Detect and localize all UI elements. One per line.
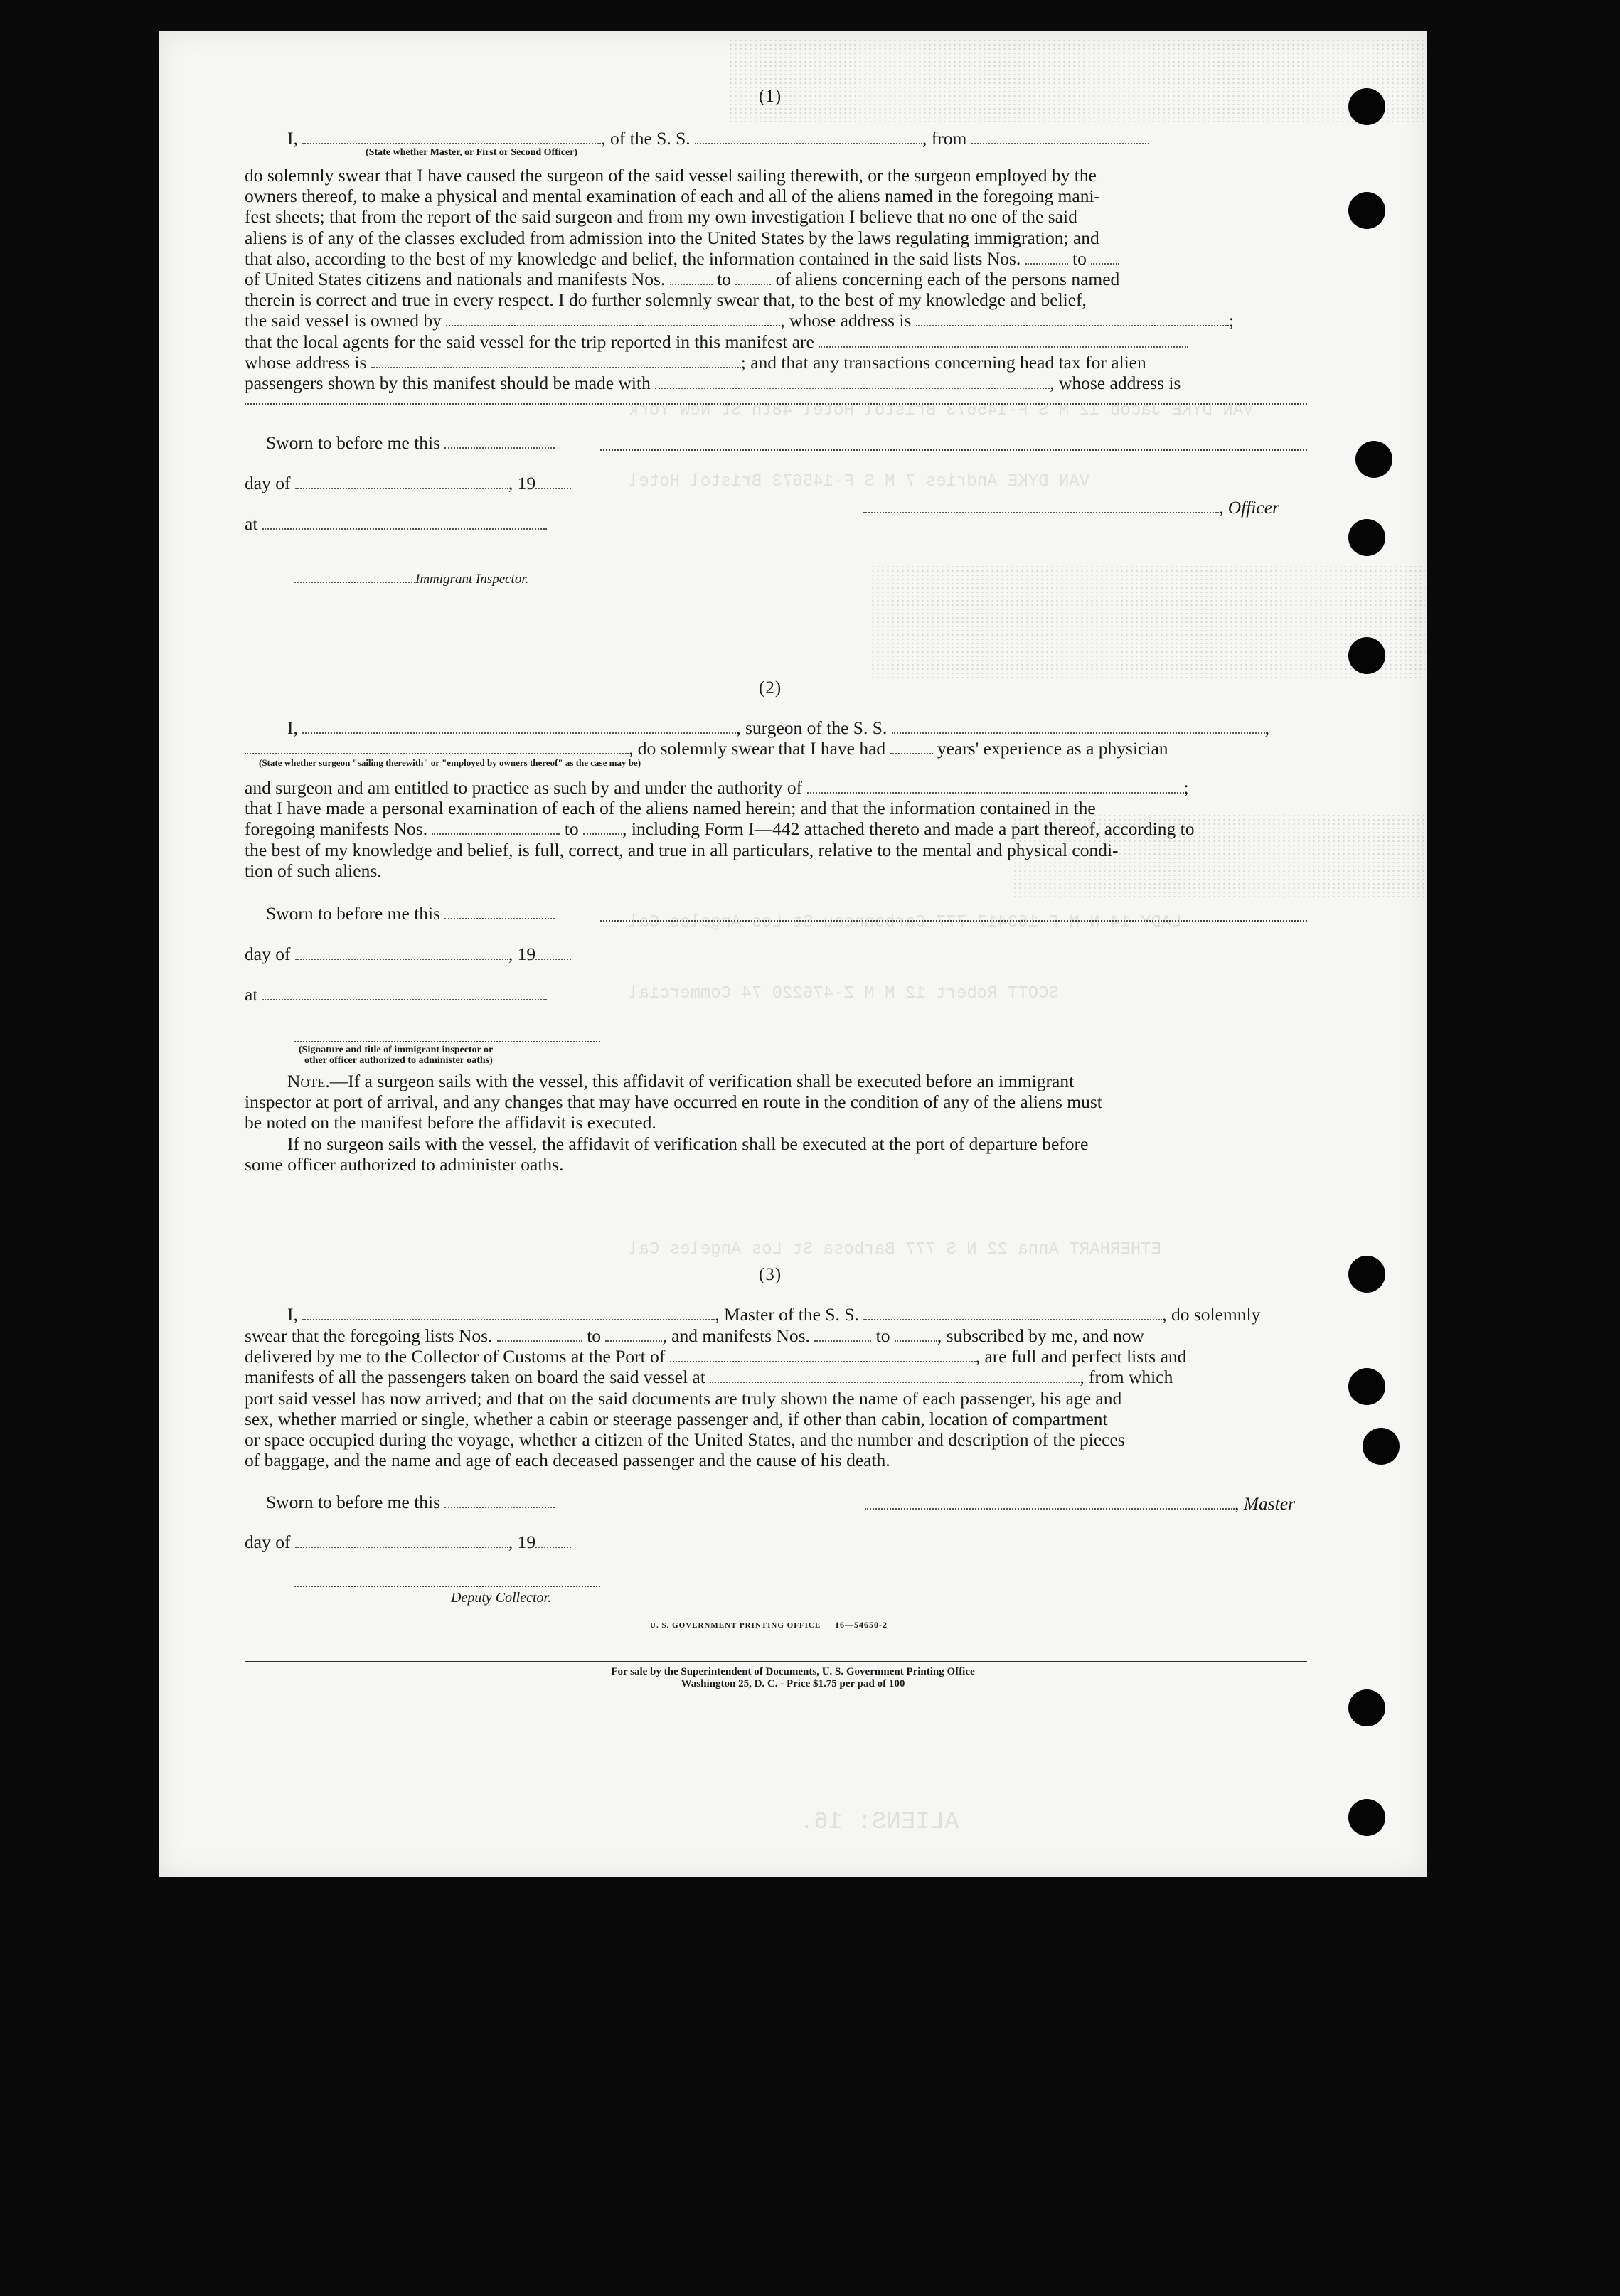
section-2-note: Note.—If a surgeon sails with the vessel, this affidavit of verification shall be executed before an immigrant inspector at port of arrival, and any changes that may have occurred en route in the condition of any of the aliens must be noted on the manifest before the affidavit is executed. If no surgeon sails with the vessel, the affidavit of verification shall be executed at the port of departure before some officer authorized to administer oaths.	[245, 1071, 1102, 1175]
punch-hole	[1348, 192, 1385, 229]
officer-signature: , Officer	[863, 497, 1279, 518]
signature-note-2: other officer authorized to administer oaths)	[304, 1055, 493, 1066]
section-3-number: (3)	[759, 1265, 782, 1284]
section-1-opening-line	[287, 128, 1149, 149]
signature-line	[600, 920, 1307, 922]
surgeon-type-note: (State whether surgeon "sailing therewith" or "employed by owners thereof" as the case may be)	[259, 757, 641, 768]
sale-note-2: Washington 25, D. C. - Price $1.75 per pad of 100	[681, 1678, 905, 1689]
scan-noise	[728, 38, 1425, 124]
deputy-collector-label: Deputy Collector.	[451, 1590, 552, 1606]
master-signature: , Master	[865, 1493, 1295, 1515]
section-2-experience-line: , do solemnly swear that I have had years' experience as a physician	[245, 738, 1168, 759]
master-officer-note: (State whether Master, or First or Second Officer)	[366, 147, 578, 158]
signature-note-1: (Signature and title of immigrant inspector or	[299, 1045, 494, 1055]
vessel-label: , of the S. S.	[601, 128, 691, 149]
day-line-3: day of , 19	[245, 1532, 571, 1553]
bleed-through-text: LADY 14 N M F-163417 777 Carbonneau St Los Angeles Cal	[629, 913, 1182, 932]
deputy-signature-line	[294, 1586, 600, 1587]
bleed-through-text: VAN DYKE Jacob 12 M S F-145673 Bristol Hotel 48th St New York	[629, 401, 1254, 420]
form-number: 16—54650-2	[835, 1620, 888, 1630]
section-1-number: (1)	[759, 87, 782, 106]
section-2-number: (2)	[759, 678, 782, 698]
section-2-opening-line: I, , surgeon of the S. S. ,	[287, 717, 1270, 738]
printing-office: U. S. GOVERNMENT PRINTING OFFICE	[650, 1621, 821, 1630]
punch-hole	[1348, 88, 1385, 125]
section-2-oath-text: and surgeon and am entitled to practice as such by and under the authority of ; that I have made a personal examination of each of the aliens named herein; and that the information contained in the foregoing manifests Nos. to , including Form I—442 attached thereto and made a part thereof, according to the best of my knowledge and belief, is full, correct, and true in all particulars, relative to the mental and physical condi- tion of such aliens.	[245, 777, 1195, 881]
section-1-oath-text: do solemnly swear that I have caused the surgeon of the said vessel sailing therewith, or the surgeon employed by the owners thereof, to make a physical and mental examination of each and all of the aliens named in the foregoing mani- fest sheets; that from the report of the said surgeon and from my own investigation I believe that no one of the said aliens is of any of the classes excluded from admission into the United States by the laws regulating immigration; and that also, according to the best of my knowledge and belief, the information contained in the said lists Nos. to of United States citizens and nationals and manifests Nos. to of aliens concerning each of the persons named therein is correct and true in every respect. I do further solemnly swear that, to the best of my knowledge and belief, the said vessel is owned by , whose address is ; that the local agents for the said vessel for the trip reported in this manifest are whose address is ; and that any transactions concerning head tax for alien passengers shown by this manifest should be made with , whose address is	[245, 165, 1234, 394]
punch-hole	[1348, 1368, 1385, 1405]
punch-hole	[1355, 441, 1392, 478]
section-3-oath-text: swear that the foregoing lists Nos. to , and manifests Nos. to , subscribed by me, and now delivered by me to the Collector of Customs at the Port of , are full and perfect lists and manifests of all the passengers taken on board the said vessel at , from which port said vessel has now arrived; and that on the said documents are truly shown the name of each passenger, his age and sex, whether married or single, whether a cabin or steerage passenger and, if other than cabin, location of compartment or space occupied during the voyage, whether a citizen of the United States, and the number and description of the pieces of baggage, and the name and age of each deceased passenger and the cause of his death.	[245, 1325, 1187, 1471]
bleed-through-text: SCOTT Robert 12 M M Z-476220 74 Commercial	[629, 984, 1059, 1003]
bleed-through-text: ETHERHART Anna 22 N S 777 Barbosa St Los Angeles Cal	[629, 1240, 1161, 1259]
manifest-page	[159, 31, 1427, 1877]
at-line-2: at	[245, 984, 547, 1005]
immigrant-inspector-line: Immigrant Inspector.	[294, 572, 528, 587]
bleed-through-text: VAN DYKE Andries 7 M S F-145673 Bristol Hotel	[629, 472, 1090, 491]
punch-hole	[1348, 1799, 1385, 1836]
day-line-2: day of , 19	[245, 944, 571, 965]
punch-hole	[1348, 1256, 1385, 1293]
at-line-1: at	[245, 513, 547, 535]
sworn-line-3: Sworn to before me this	[266, 1492, 555, 1513]
punch-hole	[1348, 637, 1385, 674]
sale-note-1: For sale by the Superintendent of Documents, U. S. Government Printing Office	[611, 1666, 975, 1677]
signature-line	[600, 449, 1307, 451]
punch-hole	[1348, 1689, 1385, 1726]
punch-hole	[1363, 1428, 1400, 1465]
footer-rule	[245, 1661, 1307, 1662]
punch-hole	[1348, 519, 1385, 556]
section-3-opening-line: I, , Master of the S. S. , do solemnly	[287, 1304, 1261, 1325]
day-line-1: day of , 19	[245, 473, 571, 494]
from-label: , from	[922, 128, 967, 149]
sworn-line-1: Sworn to before me this	[266, 432, 555, 454]
inspector-signature-line	[294, 1041, 600, 1042]
bleed-through-text: ALIENS: 16.	[799, 1809, 959, 1836]
sworn-line-2: Sworn to before me this	[266, 903, 555, 924]
address-line	[245, 403, 1307, 405]
oath-i: I,	[287, 128, 298, 149]
scan-noise	[870, 565, 1425, 678]
